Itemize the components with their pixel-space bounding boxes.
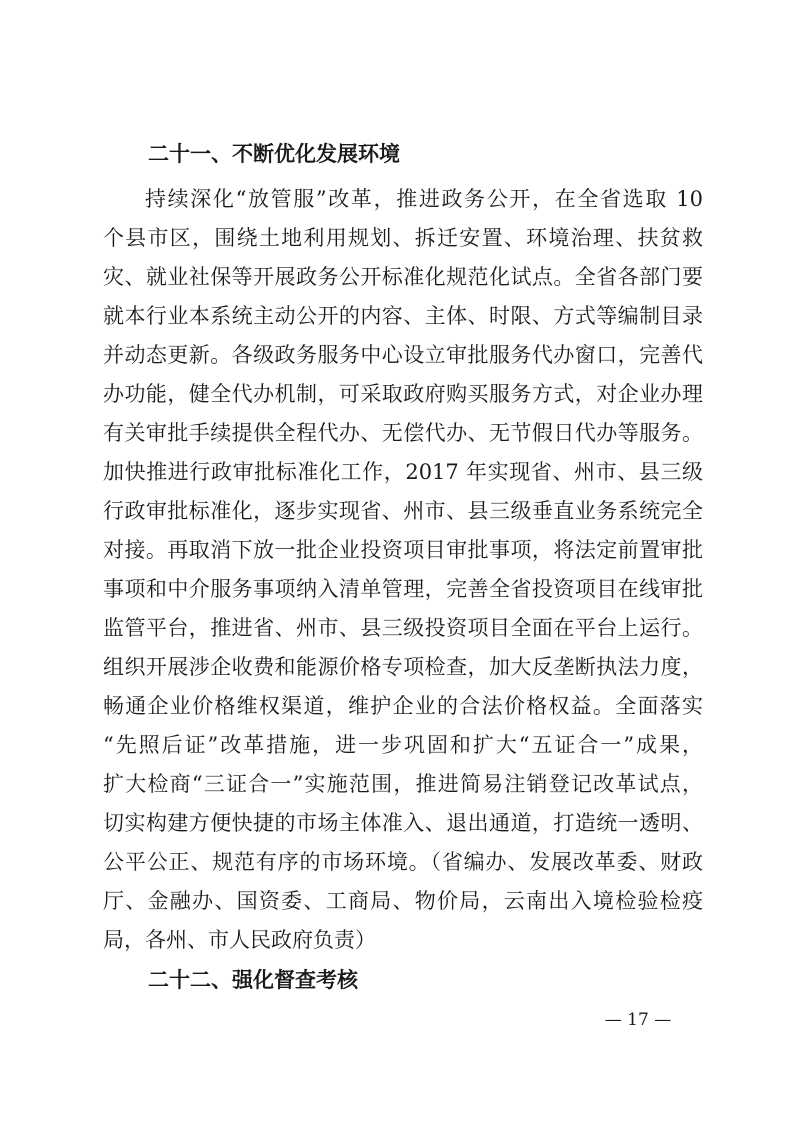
paragraph-line: 行政审批标准化，逐步实现省、州市、县三级垂直业务系统完全 — [103, 499, 703, 523]
section-heading-22: 二十二、强化督查考核 — [148, 968, 358, 992]
paragraph-line: 就本行业本系统主动公开的内容、主体、时限、方式等编制目录 — [103, 304, 703, 328]
paragraph-line: 个县市区，围绕土地利用规划、拆迁安置、环境治理、扶贫救 — [103, 226, 703, 250]
paragraph-line: 办功能，健全代办机制，可采取政府购买服务方式，对企业办理 — [103, 382, 703, 406]
paragraph-line: 扩大检商“三证合一”实施范围，推进简易注销登记改革试点， — [103, 772, 703, 796]
paragraph-line: 并动态更新。各级政务服务中心设立审批服务代办窗口，完善代 — [103, 343, 703, 367]
paragraph-line: 持续深化“放管服”改革，推进政务公开，在全省选取 10 — [145, 187, 703, 211]
paragraph-line: 切实构建方便快捷的市场主体准入、退出通道，打造统一透明、 — [103, 811, 703, 835]
paragraph-line: 厅、金融办、国资委、工商局、物价局，云南出入境检验检疫 — [103, 889, 703, 913]
paragraph-line: 加快推进行政审批标准化工作，2017 年实现省、州市、县三级 — [103, 460, 703, 484]
paragraph-line: 有关审批手续提供全程代办、无偿代办、无节假日代办等服务。 — [103, 421, 703, 445]
paragraph-line: 事项和中介服务事项纳入清单管理，完善全省投资项目在线审批 — [103, 577, 703, 601]
section-heading-21: 二十一、不断优化发展环境 — [148, 142, 400, 166]
section-21-paragraph — [103, 180, 703, 960]
paragraph-line: 灾、就业社保等开展政务公开标准化规范化试点。全省各部门要 — [103, 265, 703, 289]
paragraph-line: 局，各州、市人民政府负责） — [103, 928, 376, 952]
paragraph-line: 组织开展涉企收费和能源价格专项检查，加大反垄断执法力度， — [103, 655, 703, 679]
paragraph-line: 对接。再取消下放一批企业投资项目审批事项，将法定前置审批 — [103, 538, 703, 562]
paragraph-line: 监管平台，推进省、州市、县三级投资项目全面在平台上运行。 — [103, 616, 703, 640]
page-number: — 17 — — [604, 1010, 672, 1030]
paragraph-line: 公平公正、规范有序的市场环境。（省编办、发展改革委、财政 — [103, 850, 703, 874]
paragraph-line: 畅通企业价格维权渠道，维护企业的合法价格权益。全面落实 — [103, 694, 703, 718]
paragraph-line: “先照后证”改革措施，进一步巩固和扩大“五证合一”成果， — [103, 733, 703, 757]
